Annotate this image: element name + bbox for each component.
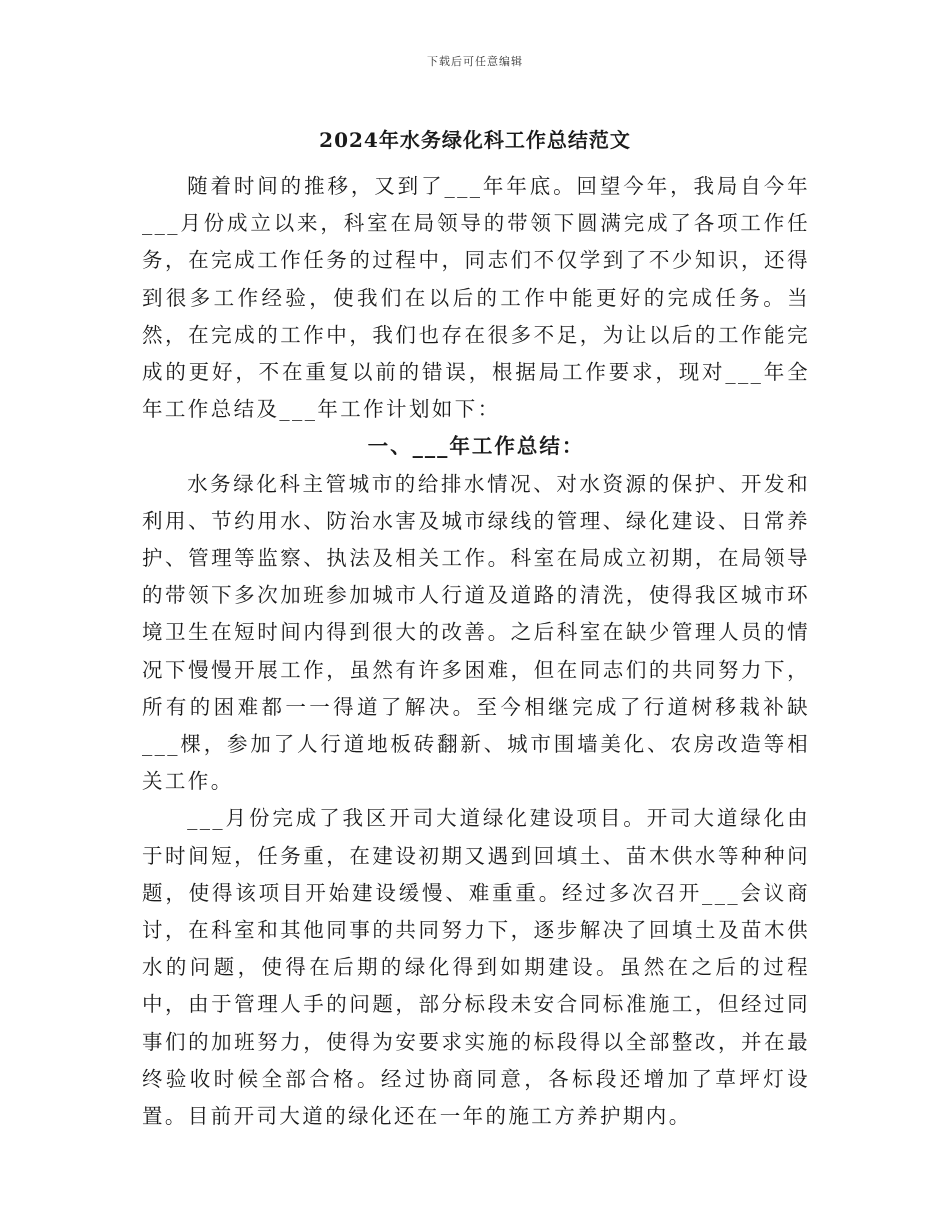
- section-heading: 一、___年工作总结：: [367, 434, 585, 459]
- body-paragraph: ___月份完成了我区开司大道绿化建设项目。开司大道绿化由于时间短，任务重，在建设初期又遇到回填土、苗木供水等种种问题，使得该项目开始建设缓慢、难重重。经过多次召开___会议商讨，在科室和其他同事的共同努力下，逐步解决了回填土及苗木供水的问题，使得在后期的绿化得到如期建设。虽然在之后的过程中，由于管理人手的问题，部分标段未安合同标准施工，但经过同事们的加班努力，使得为安要求实施的标段得以全部整改，并在最终验收时候全部合格。经过协商同意，各标段还增加了草坪灯设置。目前开司大道的绿化还在一年的施工方养护期内。: [142, 806, 810, 1129]
- intro-paragraph: 随着时间的推移，又到了___年年底。回望今年，我局自今年___月份成立以来，科室在局领导的带领下圆满完成了各项工作任务，在完成工作任务的过程中，同志们不仅学到了不少知识，还得到很多工作经验，使我们在以后的工作中能更好的完成任务。当然，在完成的工作中，我们也存在很多不足，为让以后的工作能完成的更好，不在重复以前的错误，根据局工作要求，现对___年全年工作总结及___年工作计划如下：: [142, 174, 810, 422]
- document-body: [142, 168, 810, 1135]
- document-title: 2024年水务绿化科工作总结范文: [319, 128, 631, 152]
- page-header-note: 下载后可任意编辑: [427, 55, 523, 68]
- body-paragraph: 水务绿化科主管城市的给排水情况、对水资源的保护、开发和利用、节约用水、防治水害及城市绿线的管理、绿化建设、日常养护、管理等监察、执法及相关工作。科室在局成立初期，在局领导的带领下多次加班参加城市人行道及道路的清洗，使得我区城市环境卫生在短时间内得到很大的改善。之后科室在缺少管理人员的情况下慢慢开展工作，虽然有许多困难，但在同志们的共同努力下，所有的困难都一一得道了解决。至今相继完成了行道树移栽补缺___棵，参加了人行道地板砖翻新、城市围墙美化、农房改造等相关工作。: [142, 471, 810, 794]
